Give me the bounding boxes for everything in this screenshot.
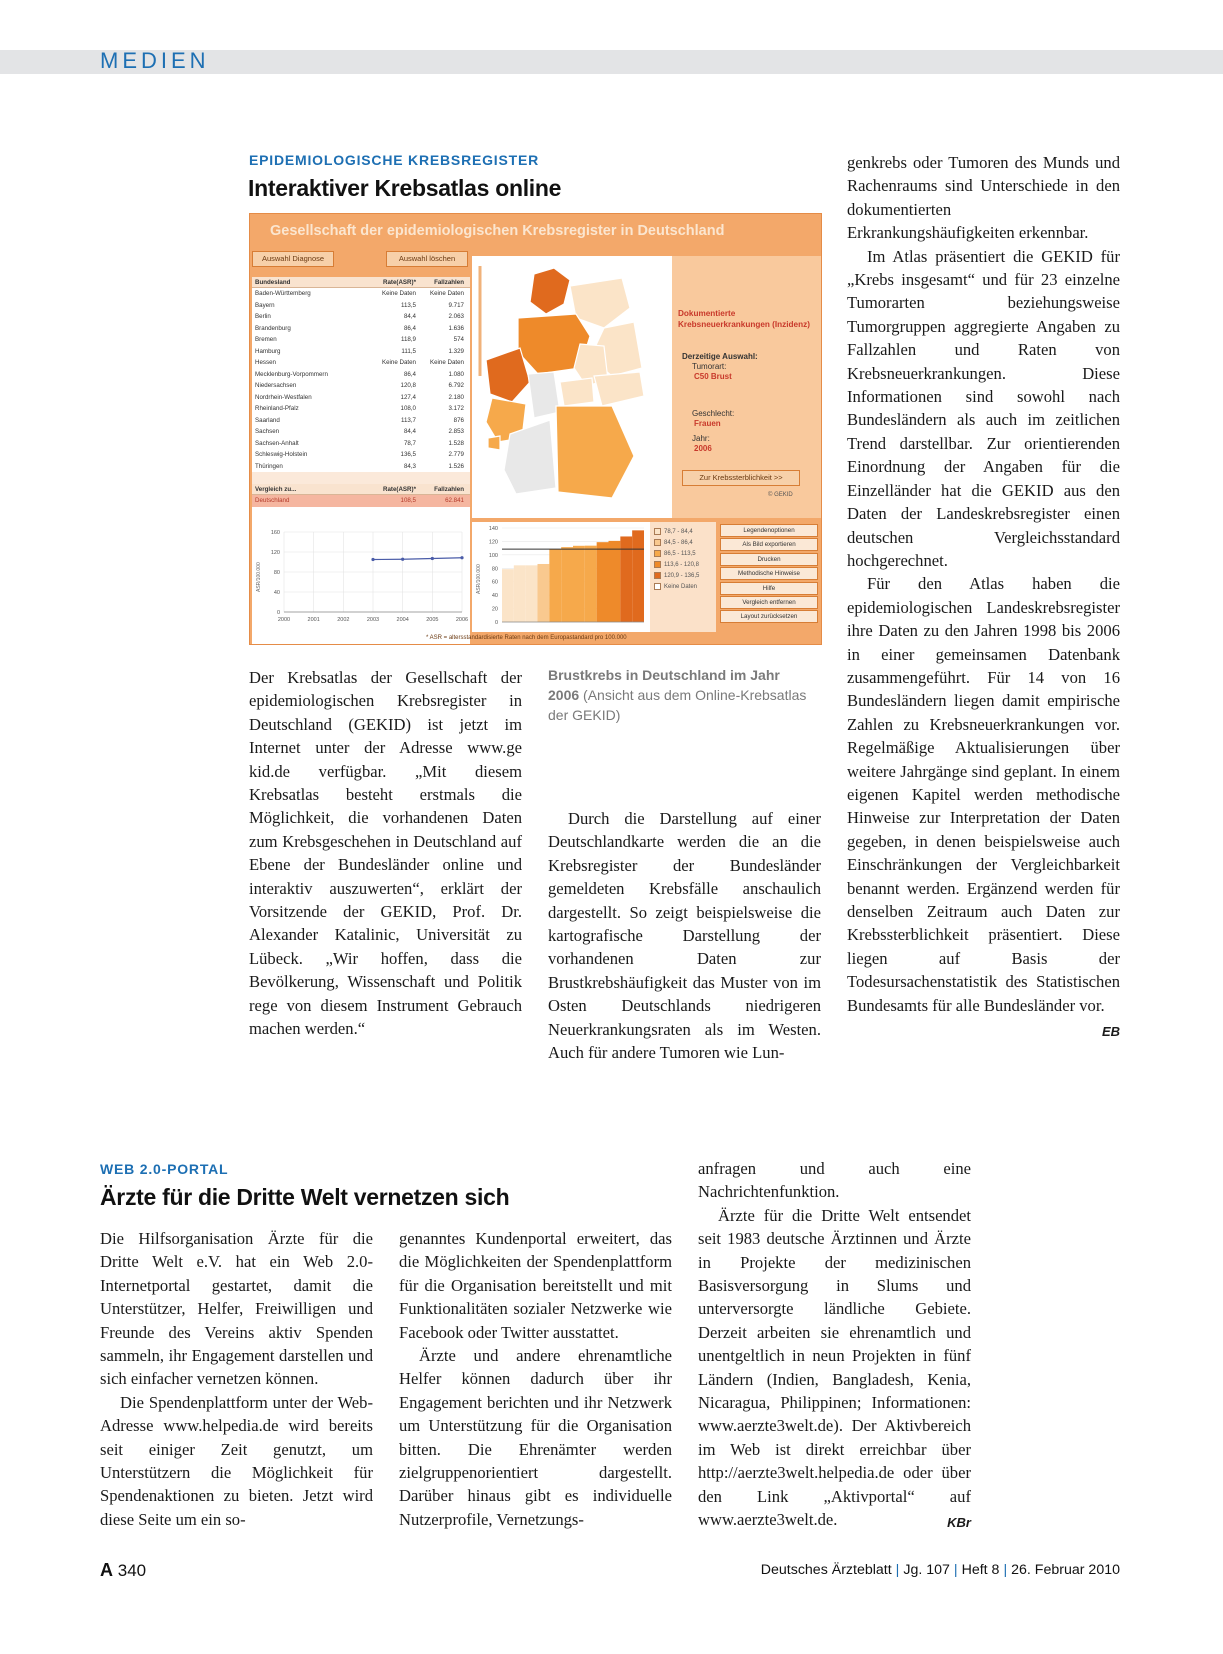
side-button[interactable]: Drucken — [720, 553, 818, 566]
author-signature: EB — [1101, 1024, 1120, 1040]
table-cell: 2.853 — [448, 428, 464, 435]
article2-column-3 — [698, 1157, 971, 1535]
bar-chart-bar — [526, 565, 538, 622]
table-cell: 84,4 — [403, 313, 416, 320]
bar-chart-ytick: 80 — [491, 566, 498, 573]
table-cell: 1.526 — [448, 462, 464, 470]
table-header: Bundesland Rate(ASR)* Fallzahlen — [252, 277, 470, 288]
figure-caption — [548, 665, 808, 725]
line-chart-xtick: 2000 — [277, 617, 291, 623]
table-row[interactable] — [252, 300, 470, 312]
info-year-label: Jahr: — [692, 434, 710, 443]
map-region-sachsen — [594, 372, 644, 406]
table-row[interactable] — [252, 357, 470, 369]
side-button-panel — [718, 522, 822, 625]
bar-chart-bar — [561, 547, 573, 622]
table-cell: Keine Daten — [381, 290, 416, 297]
table-cell: 2.180 — [448, 393, 464, 401]
bar-chart-ylabel: ASR/100.000 — [476, 564, 482, 594]
table-row[interactable] — [252, 311, 470, 323]
journal-date: 26. Februar 2010 — [1011, 1562, 1120, 1578]
table-cell: 120,8 — [400, 382, 416, 389]
map-region-saarland — [488, 436, 500, 450]
article1-paragraph: Im Atlas präsentiert die GEKID für „Krebs insgesamt“ und für 23 einzelne Tumorarten beziehungsweise Tumorgruppen aggregierte Angaben zu Fallzahlen und Raten von Krebsneuerkrankungen. Diese Informationen sind sowohl nach Bundesländern als auch im zeitlichen Trend darstellbar. Zur orientierenden Einordnung der Angaben für die Einzelländer hat die GEKID aus den Daten der Landeskrebsregister einen deutschen Vergleichsstandard hochgerechnet. — [847, 246, 1120, 570]
caption-bold: Brustkrebs in Deutschland im Jahr 2006 — [548, 667, 780, 703]
legend-label: Keine Daten — [664, 583, 698, 590]
bar-chart-bar — [585, 546, 597, 622]
table-row[interactable] — [252, 334, 470, 346]
article-title: Interaktiver Krebsatlas online — [248, 175, 562, 201]
line-chart-series — [373, 558, 462, 560]
table-cell: 108,0 — [400, 405, 416, 412]
line-chart-ytick: 120 — [270, 550, 280, 556]
article1-column-2 — [548, 807, 821, 1064]
table-cell: 84,3 — [403, 462, 416, 470]
table-cell: 876 — [453, 416, 464, 424]
side-button[interactable]: Hilfe — [720, 582, 818, 595]
article2-paragraph: genanntes Kundenportal erweitert, das die Möglichkeiten der Spendenplattform für die Organisation bereitstellt und mit Funktionalitäten sozialer Netzwerke wie Facebook oder Twitter ausstattet. — [399, 1229, 672, 1342]
article2-paragraph: anfragen und auch eine Nachrichtenfunktion. — [698, 1159, 971, 1202]
legend-label: 113,6 - 120,8 — [664, 561, 699, 568]
table-cell: Thüringen — [255, 462, 283, 470]
line-chart-xtick: 2006 — [455, 617, 469, 623]
rate-bar-chart-svg — [472, 522, 650, 632]
table-row[interactable] — [252, 392, 470, 404]
copyright-label: © GEKID — [768, 492, 793, 498]
line-chart-point — [431, 557, 434, 560]
bar-chart-bar — [514, 565, 526, 622]
map-region-hessen — [528, 372, 560, 418]
journal-issue: Heft 8 — [961, 1562, 1000, 1578]
legend-item — [650, 548, 716, 559]
table-row[interactable] — [252, 380, 470, 392]
legend-swatch — [654, 583, 661, 590]
author-signature: KBr — [947, 1515, 971, 1531]
bar-chart-bar — [632, 530, 644, 622]
table-row[interactable] — [252, 323, 470, 335]
table-cell: 6.792 — [448, 382, 464, 389]
legend-item — [650, 570, 716, 581]
line-chart-xtick: 2003 — [366, 617, 380, 623]
table-cell: 136,5 — [400, 451, 416, 458]
article2-paragraph: Die Hilfsorganisation Ärzte für die Dritte Welt e.V. hat ein Web 2.0-Internetportal gestartet, damit die Unterstützer, Helfer, Freiwilligen und Freunde des Vereins aktiv Spenden sammeln, ihr Engagement darstellen und sich einfacher vernetzen können. — [100, 1229, 373, 1389]
table-cell: Hessen — [255, 359, 276, 366]
legend-item — [650, 581, 716, 592]
article2-paragraph: Ärzte für die Dritte Welt entsendet seit 1983 deutsche Ärztinnen und Ärzte in Projekte der medizinischen Basisversorgung in Slums und unterversorgte ländliche Gebiete. Derzeit arbeiten sie ehrenamtlich und unentgeltlich in neun Projekten in fünf Ländern (Indien, Bangladesh, Kenia, Nicaragua, Philippinen; Informationen: www.aerzte3welt.de). Der Aktivbereich im Web ist direkt erreichbar über http://aerzte3welt.helpedia.de oder über den Link „Aktivportal“ auf www.aerzte3welt.de. KBr — [698, 1204, 971, 1532]
article1-column-3 — [847, 151, 1120, 1043]
trend-line-chart-svg — [252, 522, 470, 632]
line-chart-xtick: 2005 — [426, 617, 439, 623]
line-chart-xtick: 2002 — [337, 617, 350, 623]
table-cell: Sachsen — [255, 428, 280, 435]
article-kicker: EPIDEMIOLOGISCHE KREBSREGISTER — [249, 152, 540, 168]
info-title: Dokumentierte Krebsneuerkrankungen (Inzidenz) — [678, 309, 810, 329]
compare-row[interactable]: Deutschland 108,5 62.841 — [252, 495, 470, 507]
table-cell: 113,5 — [400, 301, 416, 309]
side-button[interactable]: Legendenoptionen — [720, 524, 818, 537]
table-cell: Saarland — [255, 416, 280, 424]
legend-swatch — [654, 561, 661, 568]
table-cell: Bremen — [255, 336, 277, 343]
article2-column-2 — [399, 1227, 672, 1531]
line-chart-point — [460, 556, 463, 559]
map-region-thueringen — [560, 378, 594, 406]
map-region-bayern — [556, 406, 634, 498]
legend-item — [650, 537, 716, 548]
bar-chart-ytick: 60 — [491, 579, 498, 586]
article1-column-1 — [249, 666, 522, 1041]
legend-item — [650, 526, 716, 537]
table-cell: 113,7 — [400, 416, 416, 424]
line-chart-xtick: 2001 — [307, 617, 320, 623]
journal-name: Deutsches Ärzteblatt — [760, 1562, 892, 1578]
bar-chart-bar — [538, 564, 550, 622]
side-button[interactable]: Vergleich entfernen — [720, 596, 818, 609]
legend-swatch — [654, 550, 661, 557]
table-row[interactable] — [252, 288, 470, 300]
side-button[interactable]: Methodische Hinweise — [720, 567, 818, 580]
table-cell: 127,4 — [400, 393, 416, 401]
article2-column-1 — [100, 1227, 373, 1531]
legend-label: 84,5 - 86,4 — [664, 539, 693, 546]
legend-swatch — [654, 528, 661, 535]
germany-map — [472, 256, 672, 518]
bar-chart-ytick: 100 — [488, 552, 498, 559]
table-cell: Keine Daten — [429, 290, 464, 297]
table-cell: 86,4 — [403, 324, 416, 332]
table-cell: Keine Daten — [381, 359, 416, 366]
legend-label: 78,7 - 84,4 — [664, 528, 693, 535]
line-chart-point — [401, 558, 404, 561]
legend-swatch — [654, 572, 661, 579]
article2-paragraph: Ärzte und andere ehrenamtliche Helfer können dadurch über ihr Engagement berichten und ihr Netzwerk um Unterstützung für die Organisation bitten. Die Ehrenämter werden zielgruppenorientiert dargestellt. Darüber hinaus gibt es individuelle Nutzerprofile, Vernetzungs- — [399, 1346, 672, 1529]
table-row[interactable] — [252, 403, 470, 415]
figure-title: Gesellschaft der epidemiologischen Krebsregister in Deutschland — [270, 223, 725, 239]
krebsatlas-screenshot — [249, 213, 822, 645]
line-chart-ytick: 0 — [276, 610, 280, 616]
table-cell: 78,7 — [403, 439, 416, 447]
info-sex-value: Frauen — [694, 419, 721, 428]
info-year-value: 2006 — [694, 444, 712, 453]
trend-line-chart — [252, 522, 470, 632]
table-cell: Sachsen-Anhalt — [255, 439, 299, 447]
table-cell: 1.080 — [448, 370, 464, 378]
table-row[interactable] — [252, 438, 470, 450]
auswahl-loeschen-button[interactable]: Auswahl löschen — [386, 251, 468, 267]
table-row[interactable] — [252, 346, 470, 358]
line-chart-ytick: 80 — [273, 570, 280, 576]
asr-footnote: * ASR = altersstandardisierte Raten nach dem Europastandard pro 100.000 — [426, 635, 627, 641]
legend-label: 120,9 - 136,5 — [664, 572, 700, 579]
table-cell: 1.329 — [448, 347, 464, 355]
table-cell: Niedersachsen — [255, 382, 297, 389]
page-number: A 340 — [100, 1560, 147, 1580]
article-title: Ärzte für die Dritte Welt vernetzen sich — [100, 1184, 510, 1210]
line-chart-point — [371, 558, 374, 561]
table-cell: 86,4 — [403, 370, 416, 378]
article1-paragraph: Für den Atlas haben die epidemiologischen Landeskrebsregister ihre Daten zu den Jahren 1998 bis 2006 in einer gemeinsamen Datenbank zusammengeführt. Für 14 von 16 Bundesländern liegen damit empirische Zahlen zu Krebsneuerkrankungen vor. Regelmäßige Aktualisierungen über weitere Jahrgänge sind geplant. In einem eigenen Kapitel werden methodische Hinweise zur Interpretation der Daten gegeben, in denen beispielsweise auch Einschränkungen der Vergleichbarkeit benannt werden. Ergänzend werden für denselben Zeitraum auch Daten zur Krebssterblichkeit präsentiert. Diese liegen auf Basis der Todesursachenstatistik des Statistischen Bundesamts für alle Bundesländer vor. EB — [847, 572, 1120, 1017]
line-chart-ytick: 40 — [273, 590, 280, 596]
bar-chart-bar — [573, 546, 585, 622]
table-row[interactable] — [252, 426, 470, 438]
table-row[interactable] — [252, 369, 470, 381]
article-kicker: WEB 2.0-PORTAL — [100, 1161, 229, 1177]
info-tumor-label: Tumorart: — [692, 362, 727, 371]
line-chart-xtick: 2004 — [396, 617, 409, 623]
bar-chart-ytick: 20 — [491, 606, 498, 613]
bar-chart-bar — [502, 569, 514, 622]
table-body — [252, 288, 470, 472]
side-button[interactable]: Als Bild exportieren — [720, 538, 818, 551]
map-region-schleswig-holstein — [530, 268, 570, 314]
bar-chart-ytick: 140 — [488, 526, 498, 532]
line-chart-ylabel: ASR/100.000 — [256, 562, 262, 592]
info-panel — [672, 256, 822, 518]
article1-paragraph: Der Krebsatlas der Gesellschaft der epidemiologischen Krebsregister in Deutschland (GEKID) ist jetzt im Internet unter der Adresse www.ge kid.de verfügbar. „Mit diesem Krebsatlas besteht erstmals die Möglichkeit, die vorhandenen Daten zum Krebsgeschehen in Deutschland auf Ebene der Bundesländer online und interaktiv auszuwerten“, erklärt der Vorsitzende der GEKID, Prof. Dr. Alexander Katalinic, Universität zu Lübeck. „Wir hoffen, dass die Bevölkerung, Wissenschaft und Politik rege von diesem Instrument Gebrauch machen werden.“ — [249, 668, 522, 1039]
table-row[interactable] — [252, 449, 470, 461]
map-legend — [650, 522, 716, 632]
table-cell: 3.172 — [448, 405, 464, 412]
table-cell: Nordrhein-Westfalen — [255, 393, 312, 401]
legend-swatch — [654, 539, 661, 546]
journal-footer: Deutsches Ärzteblatt | Jg. 107 | Heft 8 | 26. Februar 2010 — [760, 1562, 1120, 1578]
bar-chart-ytick: 0 — [494, 620, 498, 626]
table-cell: Baden-Württemberg — [255, 290, 311, 297]
legend-item — [650, 559, 716, 570]
table-cell: Rheinland-Pfalz — [255, 405, 299, 412]
side-button[interactable]: Layout zurücksetzen — [720, 610, 818, 623]
table-cell: Mecklenburg-Vorpommern — [255, 370, 328, 378]
article1-paragraph: Durch die Darstellung auf einer Deutschlandkarte werden die an die Krebsregister der Bundesländer gemeldeten Krebsfälle anschaulich dargestellt. So zeigt beispielsweise die kartografische Darstellung der vorhandenen Daten zur Brustkrebshäufigkeit das Muster von im Osten Deutschlands niedrigeren Neuerkrankungsraten als im Westen. Auch für andere Tumoren wie Lun- — [548, 809, 821, 1063]
table-cell: Brandenburg — [255, 324, 291, 332]
bar-chart-bar — [597, 542, 609, 622]
table-row[interactable] — [252, 461, 470, 473]
table-cell: 2.779 — [448, 451, 464, 458]
legend-label: 86,5 - 113,5 — [664, 550, 696, 557]
article1-paragraph: genkrebs oder Tumoren des Munds und Rachenraums sind Unterschiede in den dokumentierten Erkrankungshäufigkeiten erkennbar. — [847, 153, 1120, 243]
table-cell: 9.717 — [448, 301, 464, 309]
bar-chart-bar — [609, 541, 621, 622]
table-cell: 2.063 — [448, 313, 464, 320]
krebssterblichkeit-button[interactable]: Zur Krebssterblichkeit >> — [682, 470, 800, 486]
auswahl-diagnose-button[interactable]: Auswahl Diagnose — [252, 251, 334, 267]
caption-text: (Ansicht aus dem Online-Krebsatlas der GEKID) — [548, 687, 807, 723]
table-cell: 84,4 — [403, 428, 416, 435]
info-tumor-value: C50 Brust — [694, 372, 732, 381]
table-cell: 111,5 — [401, 347, 416, 355]
bar-chart-ytick: 40 — [491, 593, 498, 600]
table-cell: 118,9 — [400, 336, 416, 343]
table-cell: Berlin — [255, 313, 271, 320]
germany-map-panel — [472, 256, 672, 518]
compare-header: Vergleich zu... Rate(ASR)* Fallzahlen — [252, 484, 470, 495]
article2-paragraph: Die Spendenplattform unter der Web-Adresse www.helpedia.de wird bereits seit einiger Zeit genutzt, um Unterstützern die Möglichkeit für Spendenaktionen zu bieten. Jetzt wird diese Seite um ein so- — [100, 1392, 373, 1529]
table-cell: 1.636 — [448, 324, 464, 332]
table-cell: 1.528 — [448, 439, 464, 447]
table-row[interactable] — [252, 415, 470, 427]
journal-volume: Jg. 107 — [903, 1562, 950, 1578]
rate-bar-chart — [472, 522, 650, 632]
table-cell: Keine Daten — [429, 359, 464, 366]
info-selection-label: Derzeitige Auswahl: — [682, 352, 758, 361]
table-cell: Hamburg — [255, 347, 281, 355]
table-cell: 574 — [453, 336, 464, 343]
table-cell: Schleswig-Holstein — [255, 451, 308, 458]
section-label: MEDIEN — [100, 48, 210, 73]
bar-chart-bar — [549, 549, 561, 622]
info-sex-label: Geschlecht: — [692, 409, 735, 418]
table-cell: Bayern — [255, 301, 275, 309]
line-chart-ytick: 160 — [270, 530, 280, 536]
bar-chart-ytick: 120 — [488, 539, 498, 546]
